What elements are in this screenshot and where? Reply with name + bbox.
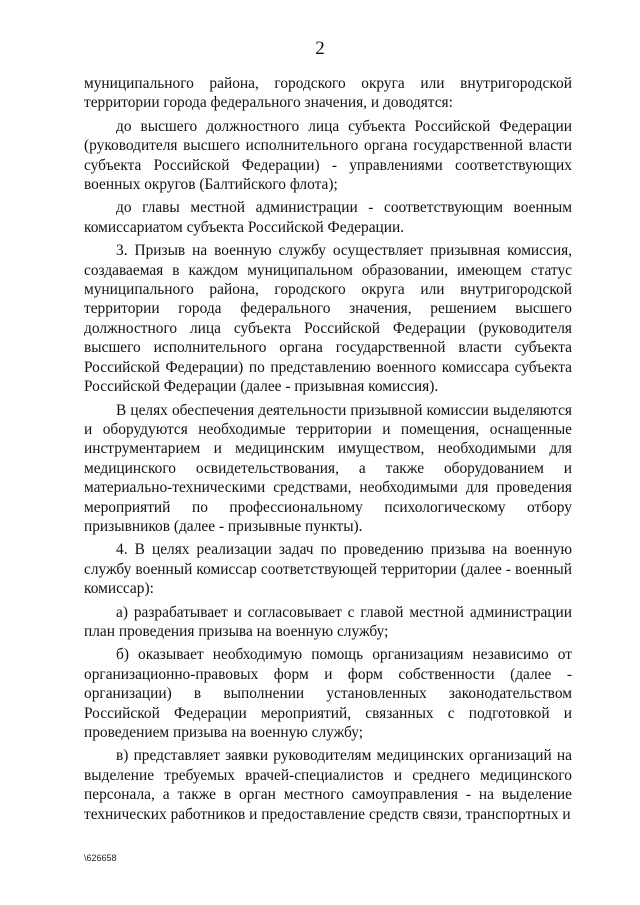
paragraph-item-4a: а) разрабатывает и согласовывает с главой местной администрации план проведения призыва на военную службу; bbox=[84, 603, 572, 640]
paragraph-item-4v: в) представляет заявки руководителям медицинских организаций на выделение требуемых врачей-специалистов и среднего медицинского персонала, а также в орган местного самоуправления - на выделение технических работников и предоставление средств связи, транспортных и bbox=[84, 747, 572, 823]
document-body bbox=[84, 74, 572, 824]
document-id: \626658 bbox=[84, 853, 117, 863]
paragraph-continuation: муниципального района, городского округа или внутригородской территории города федерального значения, и доводятся: bbox=[84, 75, 572, 112]
paragraph-item-4b: б) оказывает необходимую помощь организациям независимо от организационно-правовых форм и форм собственности (далее - организации) в выполнении установленных законодательством Российской Федерации мероприятий, связанных с подготовкой и проведением призыва на военную службу; bbox=[84, 646, 572, 741]
page-number: 2 bbox=[315, 38, 325, 59]
paragraph-item-4: 4. В целях реализации задач по проведению призыва на военную службу военный комиссар соответствующей территории (далее - военный комиссар): bbox=[84, 541, 572, 598]
paragraph-governor-delivery: до высшего должностного лица субъекта Российской Федерации (руководителя высшего исполнительного органа государственной власти субъекта Российской Федерации) - управлениями соответствующих военных округов (Балтийского флота); bbox=[84, 117, 572, 194]
paragraph-item-3: 3. Призыв на военную службу осуществляет призывная комиссия, создаваемая в каждом муниципальном образовании, имеющем статус муниципального района, городского округа или внутригородской территории города федерального значения, решением высшего должностного лица субъекта Российской Федерации (руководителя высшего исполнительного органа государственной власти субъекта Российской Федерации) по представлению военного комиссара субъекта Российской Федерации (далее - призывная комиссия). bbox=[84, 242, 572, 396]
paragraph-conscription-points: В целях обеспечения деятельности призывной комиссии выделяются и оборудуются необходимые территории и помещения, оснащенные инструментарием и медицинским имуществом, необходимыми для медицинского освидетельствования, а также оборудованием и материально-техническими средствами, необходимыми для проведения мероприятий по профессиональному психологическому отбору призывников (далее - призывные пункты). bbox=[84, 401, 572, 535]
paragraph-local-head-delivery: до главы местной администрации - соответствующим военным комиссариатом субъекта Российской Федерации. bbox=[84, 199, 572, 236]
